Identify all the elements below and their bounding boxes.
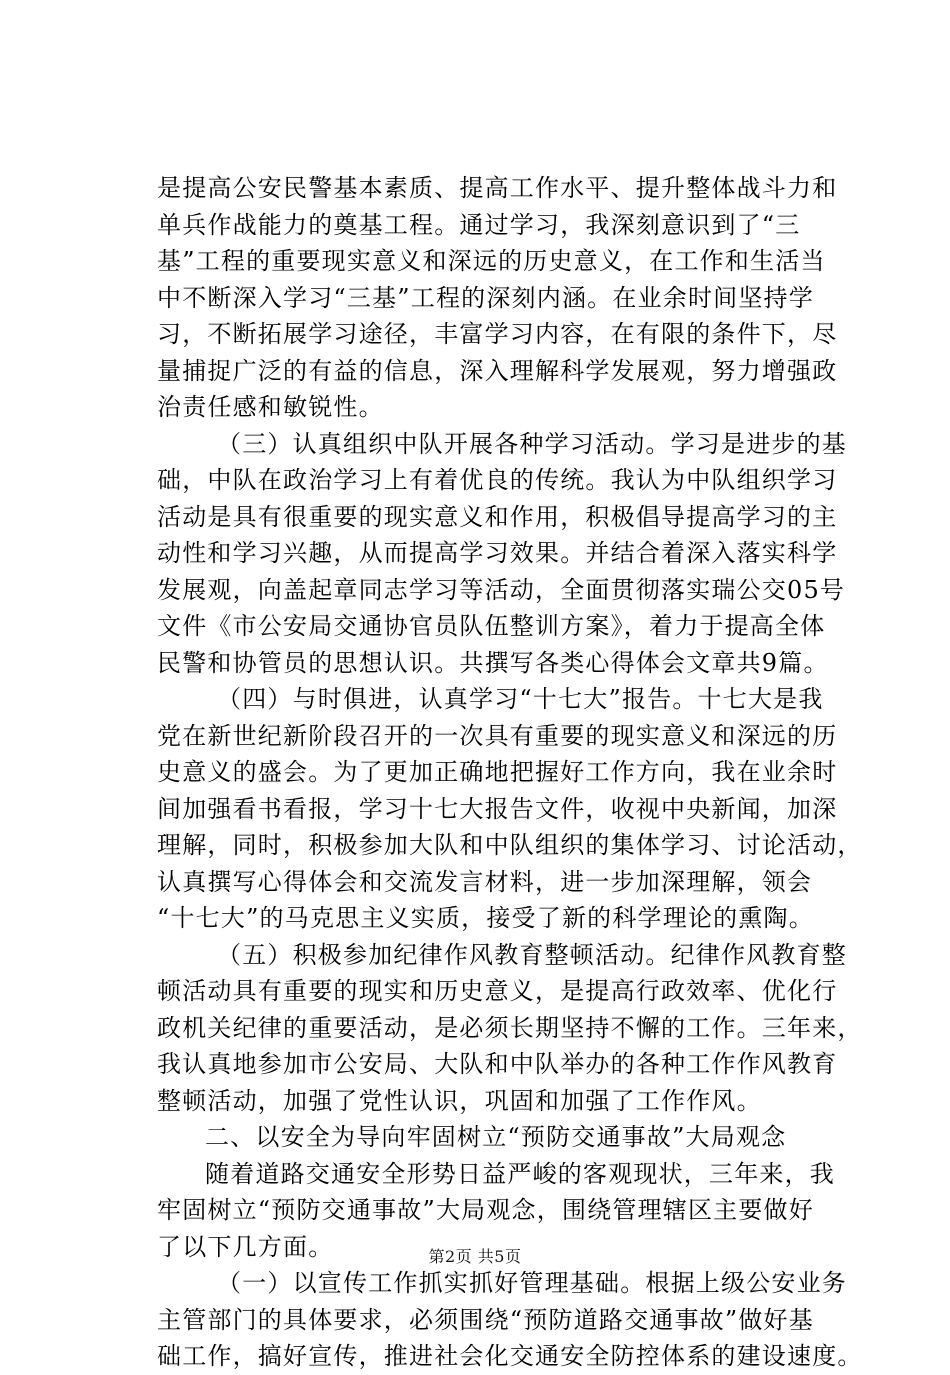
section-heading-2: [157, 1119, 847, 1156]
text-line: 认真撰写心得体会和交流发言材料，进一步加深理解，领会: [157, 867, 813, 896]
text-line: （四）与时俱进，认真学习“十七大”报告。十七大是我: [217, 685, 824, 713]
text-line: 治责任感和敏锐性。: [157, 393, 384, 421]
text-line: 政机关纪律的重要活动，是必须长期坚持不懈的工作。三年来，: [157, 1013, 863, 1042]
text-line: 史意义的盛会。为了更加正确地把握好工作方向，我在业余时: [157, 758, 838, 786]
page-number-label: 第2页 共5页: [428, 1247, 522, 1266]
text-line: 动性和学习兴趣，从而提高学习效果。并结合着深入落实科学: [157, 539, 838, 567]
text-line: 中不断深入学习“三基”工程的深刻内涵。在业余时间坚持学: [157, 283, 814, 312]
text-line: 量捕捉广泛的有益的信息，深入理解科学发展观，努力增强政: [157, 356, 838, 385]
text-line: （五）积极参加纪律作风教育整顿活动。纪律作风教育整: [217, 940, 847, 969]
text-line: 习，不断拓展学习途径，丰富学习内容，在有限的条件下，尽: [157, 320, 838, 348]
paragraph-intro: [157, 170, 847, 426]
text-line: 主管部门的具体要求，必须围绕“预防道路交通事故”做好基: [157, 1305, 814, 1334]
text-line: 是提高公安民警基本素质、提高工作水平、提升整体战斗力和: [157, 174, 838, 202]
text-line: 发展观，向盖起章同志学习等活动，全面贯彻落实瑞公交05号: [157, 575, 846, 604]
paragraph-section-4: [157, 681, 863, 937]
text-line: 随着道路交通安全形势日益严峻的客观现状，三年来，我: [205, 1159, 835, 1188]
text-line: 活动是具有很重要的现实意义和作用，积极倡导提高学习的主: [157, 502, 838, 531]
text-line: 了以下几方面。: [157, 1232, 334, 1261]
text-line: 文件《市公安局交通协官员队伍整训方案》，着力于提高全体: [157, 612, 826, 640]
text-line: 顿活动具有重要的现实和历史意义，是提高行政效率、优化行: [157, 977, 838, 1005]
text-line: （一）以宣传工作抓实抓好管理基础。根据上级公安业务: [217, 1269, 847, 1297]
text-line: 础，中队在政治学习上有着优良的传统。我认为中队组织学习: [157, 466, 838, 494]
text-line: 础工作，搞好宣传，推进社会化交通安全防控体系的建设速度。: [157, 1342, 863, 1370]
paragraph-section-2-1: [157, 1265, 863, 1375]
text-line: （三）认真组织中队开展各种学习活动。学习是进步的基: [217, 429, 847, 458]
text-line: 我认真地参加市公安局、大队和中队举办的各种工作作风教育: [157, 1050, 838, 1078]
text-line: 理解，同时，积极参加大队和中队组织的集体学习、讨论活动，: [157, 831, 863, 859]
paragraph-section-3: [157, 426, 847, 682]
page-footer: [0, 1244, 950, 1267]
heading-line: 二、以安全为导向牢固树立“预防交通事故”大局观念: [205, 1123, 787, 1151]
text-line: “十七大”的马克思主义实质，接受了新的科学理论的熏陶。: [157, 904, 814, 932]
text-line: 党在新世纪新阶段召开的一次具有重要的现实意义和深远的历: [157, 721, 838, 750]
paragraph-section-5: [157, 937, 863, 1120]
text-line: 单兵作战能力的奠基工程。通过学习，我深刻意识到了“三: [157, 210, 801, 239]
document-body: [157, 170, 863, 1375]
text-line: 基”工程的重要现实意义和深远的历史意义，在工作和生活当: [157, 247, 826, 275]
text-line: 民警和协管员的思想认识。共撰写各类心得体会文章共9篇。: [157, 648, 829, 677]
text-line: 牢固树立“预防交通事故”大局观念，围绕管理辖区主要做好: [157, 1196, 814, 1224]
text-line: 整顿活动，加强了党性认识，巩固和加强了工作作风。: [157, 1086, 762, 1115]
text-line: 间加强看书看报，学习十七大报告文件，收视中央新闻，加深: [157, 794, 838, 823]
